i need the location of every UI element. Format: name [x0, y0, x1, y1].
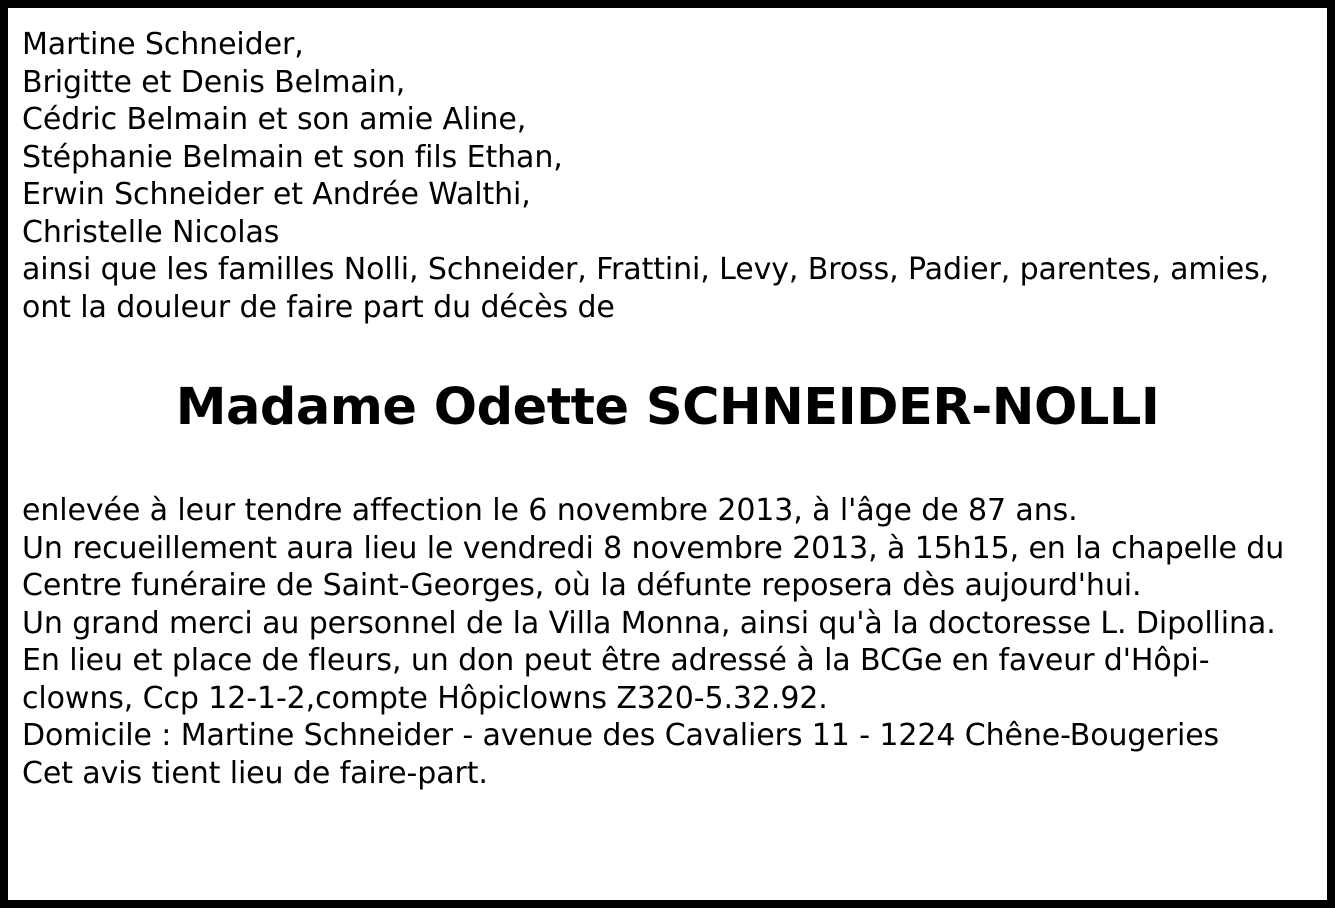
- detail-line: En lieu et place de fleurs, un don peut être adressé à la BCGe en faveur d'Hôpi-: [22, 643, 1210, 678]
- deceased-name: Madame Odette SCHNEIDER-NOLLI: [175, 378, 1160, 437]
- intro-line: ont la douleur de faire part du décès de: [22, 289, 615, 325]
- detail-line: enlevée à leur tendre affection le 6 novembre 2013, à l'âge de 87 ans.: [22, 493, 1078, 528]
- intro-line: Stéphanie Belmain et son fils Ethan,: [22, 139, 563, 175]
- detail-line: Domicile : Martine Schneider - avenue des Cavaliers 11 - 1224 Chêne-Bougeries: [22, 718, 1220, 753]
- detail-line: Centre funéraire de Saint-Georges, où la défunte reposera dès aujourd'hui.: [22, 568, 1142, 603]
- intro-line: ainsi que les familles Nolli, Schneider, Frattini, Levy, Bross, Padier, parentes, amies,: [22, 252, 1270, 287]
- death-notice: [8, 8, 1327, 900]
- detail-line: clowns, Ccp 12-1-2,compte Hôpiclowns Z320-5.32.92.: [22, 680, 828, 716]
- detail-line: Un recueillement aura lieu le vendredi 8 novembre 2013, à 15h15, en la chapelle du: [22, 530, 1285, 566]
- notice-details: [22, 492, 1313, 792]
- detail-line: Cet avis tient lieu de faire-part.: [22, 755, 488, 791]
- intro-line: Martine Schneider,: [22, 27, 304, 62]
- intro-line: Christelle Nicolas: [22, 214, 280, 250]
- notice-intro: [22, 26, 1313, 326]
- intro-line: Brigitte et Denis Belmain,: [22, 64, 406, 100]
- intro-line: Cédric Belmain et son amie Aline,: [22, 102, 527, 137]
- detail-line: Un grand merci au personnel de la Villa Monna, ainsi qu'à la doctoresse L. Dipollina.: [22, 605, 1276, 641]
- intro-line: Erwin Schneider et Andrée Walthi,: [22, 177, 531, 212]
